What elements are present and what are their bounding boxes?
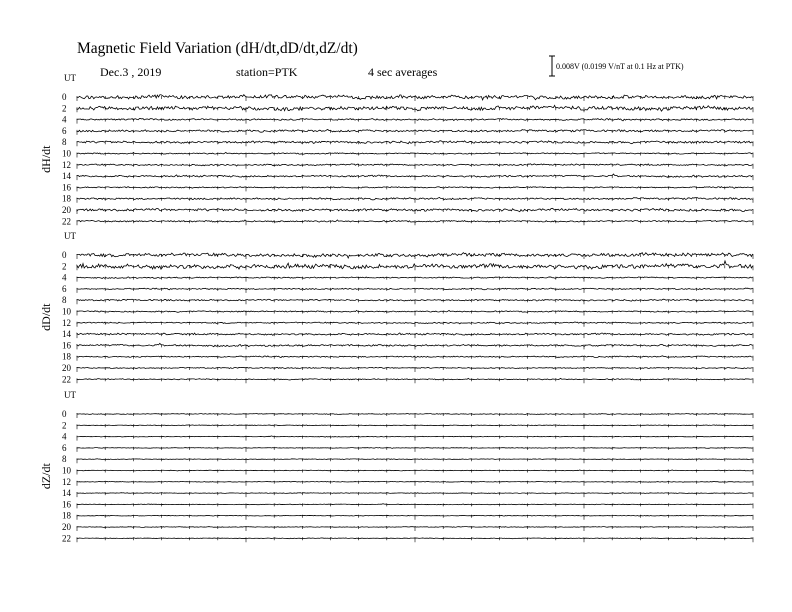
hour-label: 0 [62, 250, 67, 260]
chart-title: Magnetic Field Variation (dH/dt,dD/dt,dZ/dt) [77, 40, 358, 57]
ut-label: UT [64, 231, 76, 241]
date-label: Dec.3 , 2019 [100, 65, 162, 79]
hour-label: 12 [62, 476, 71, 487]
trace-line [77, 515, 753, 516]
ut-label: UT [64, 390, 76, 400]
hour-label: 14 [62, 488, 71, 499]
hour-label: 22 [62, 216, 71, 227]
hour-label: 4 [62, 431, 67, 442]
panel-dH-dt [39, 73, 753, 226]
panel-ylabel: dH/dt [39, 145, 53, 173]
panel-ylabel: dZ/dt [39, 463, 53, 490]
hour-label: 14 [62, 329, 71, 340]
trace-line [77, 527, 753, 528]
hour-label: 12 [62, 159, 71, 170]
hour-label: 16 [62, 499, 71, 510]
hour-label: 0 [62, 409, 67, 419]
hour-label: 0 [62, 92, 67, 102]
hour-label: 16 [62, 182, 71, 193]
hour-label: 16 [62, 340, 71, 351]
hour-label: 18 [62, 193, 71, 204]
hour-label: 2 [62, 420, 67, 431]
hour-label: 14 [62, 171, 71, 182]
hour-label: 8 [62, 137, 67, 148]
hour-label: 22 [62, 374, 71, 385]
hour-label: 20 [62, 363, 71, 373]
hour-label: 4 [62, 272, 67, 283]
hour-label: 10 [62, 465, 71, 476]
trace-line [77, 448, 753, 449]
hour-label: 2 [62, 103, 67, 114]
panel-dD-dt [39, 231, 753, 384]
hour-label: 6 [62, 283, 67, 294]
trace-line [77, 425, 753, 426]
scale-bar [549, 56, 555, 76]
averaging-label: 4 sec averages [368, 65, 438, 79]
hour-label: 18 [62, 351, 71, 362]
hour-label: 6 [62, 125, 67, 136]
hour-label: 4 [62, 114, 67, 125]
hour-label: 6 [62, 442, 67, 453]
hour-label: 10 [62, 148, 71, 159]
hour-label: 20 [62, 205, 71, 215]
hour-label: 8 [62, 454, 67, 465]
trace-line [77, 459, 753, 460]
hour-label: 20 [62, 522, 71, 532]
panel-dZ-dt [39, 390, 753, 543]
hour-label: 12 [62, 317, 71, 328]
station-label: station=PTK [236, 65, 298, 79]
trace-line [77, 470, 753, 471]
panel-ylabel: dD/dt [39, 303, 53, 331]
hour-label: 2 [62, 261, 67, 272]
hour-label: 18 [62, 510, 71, 521]
scale-bar-label: 0.008V (0.0199 V/nT at 0.1 Hz at PTK) [556, 62, 684, 71]
panels [39, 73, 753, 543]
hour-label: 10 [62, 306, 71, 317]
hour-label: 8 [62, 295, 67, 306]
hour-label: 22 [62, 533, 71, 544]
ut-label: UT [64, 73, 76, 83]
trace-ticks [77, 378, 753, 383]
